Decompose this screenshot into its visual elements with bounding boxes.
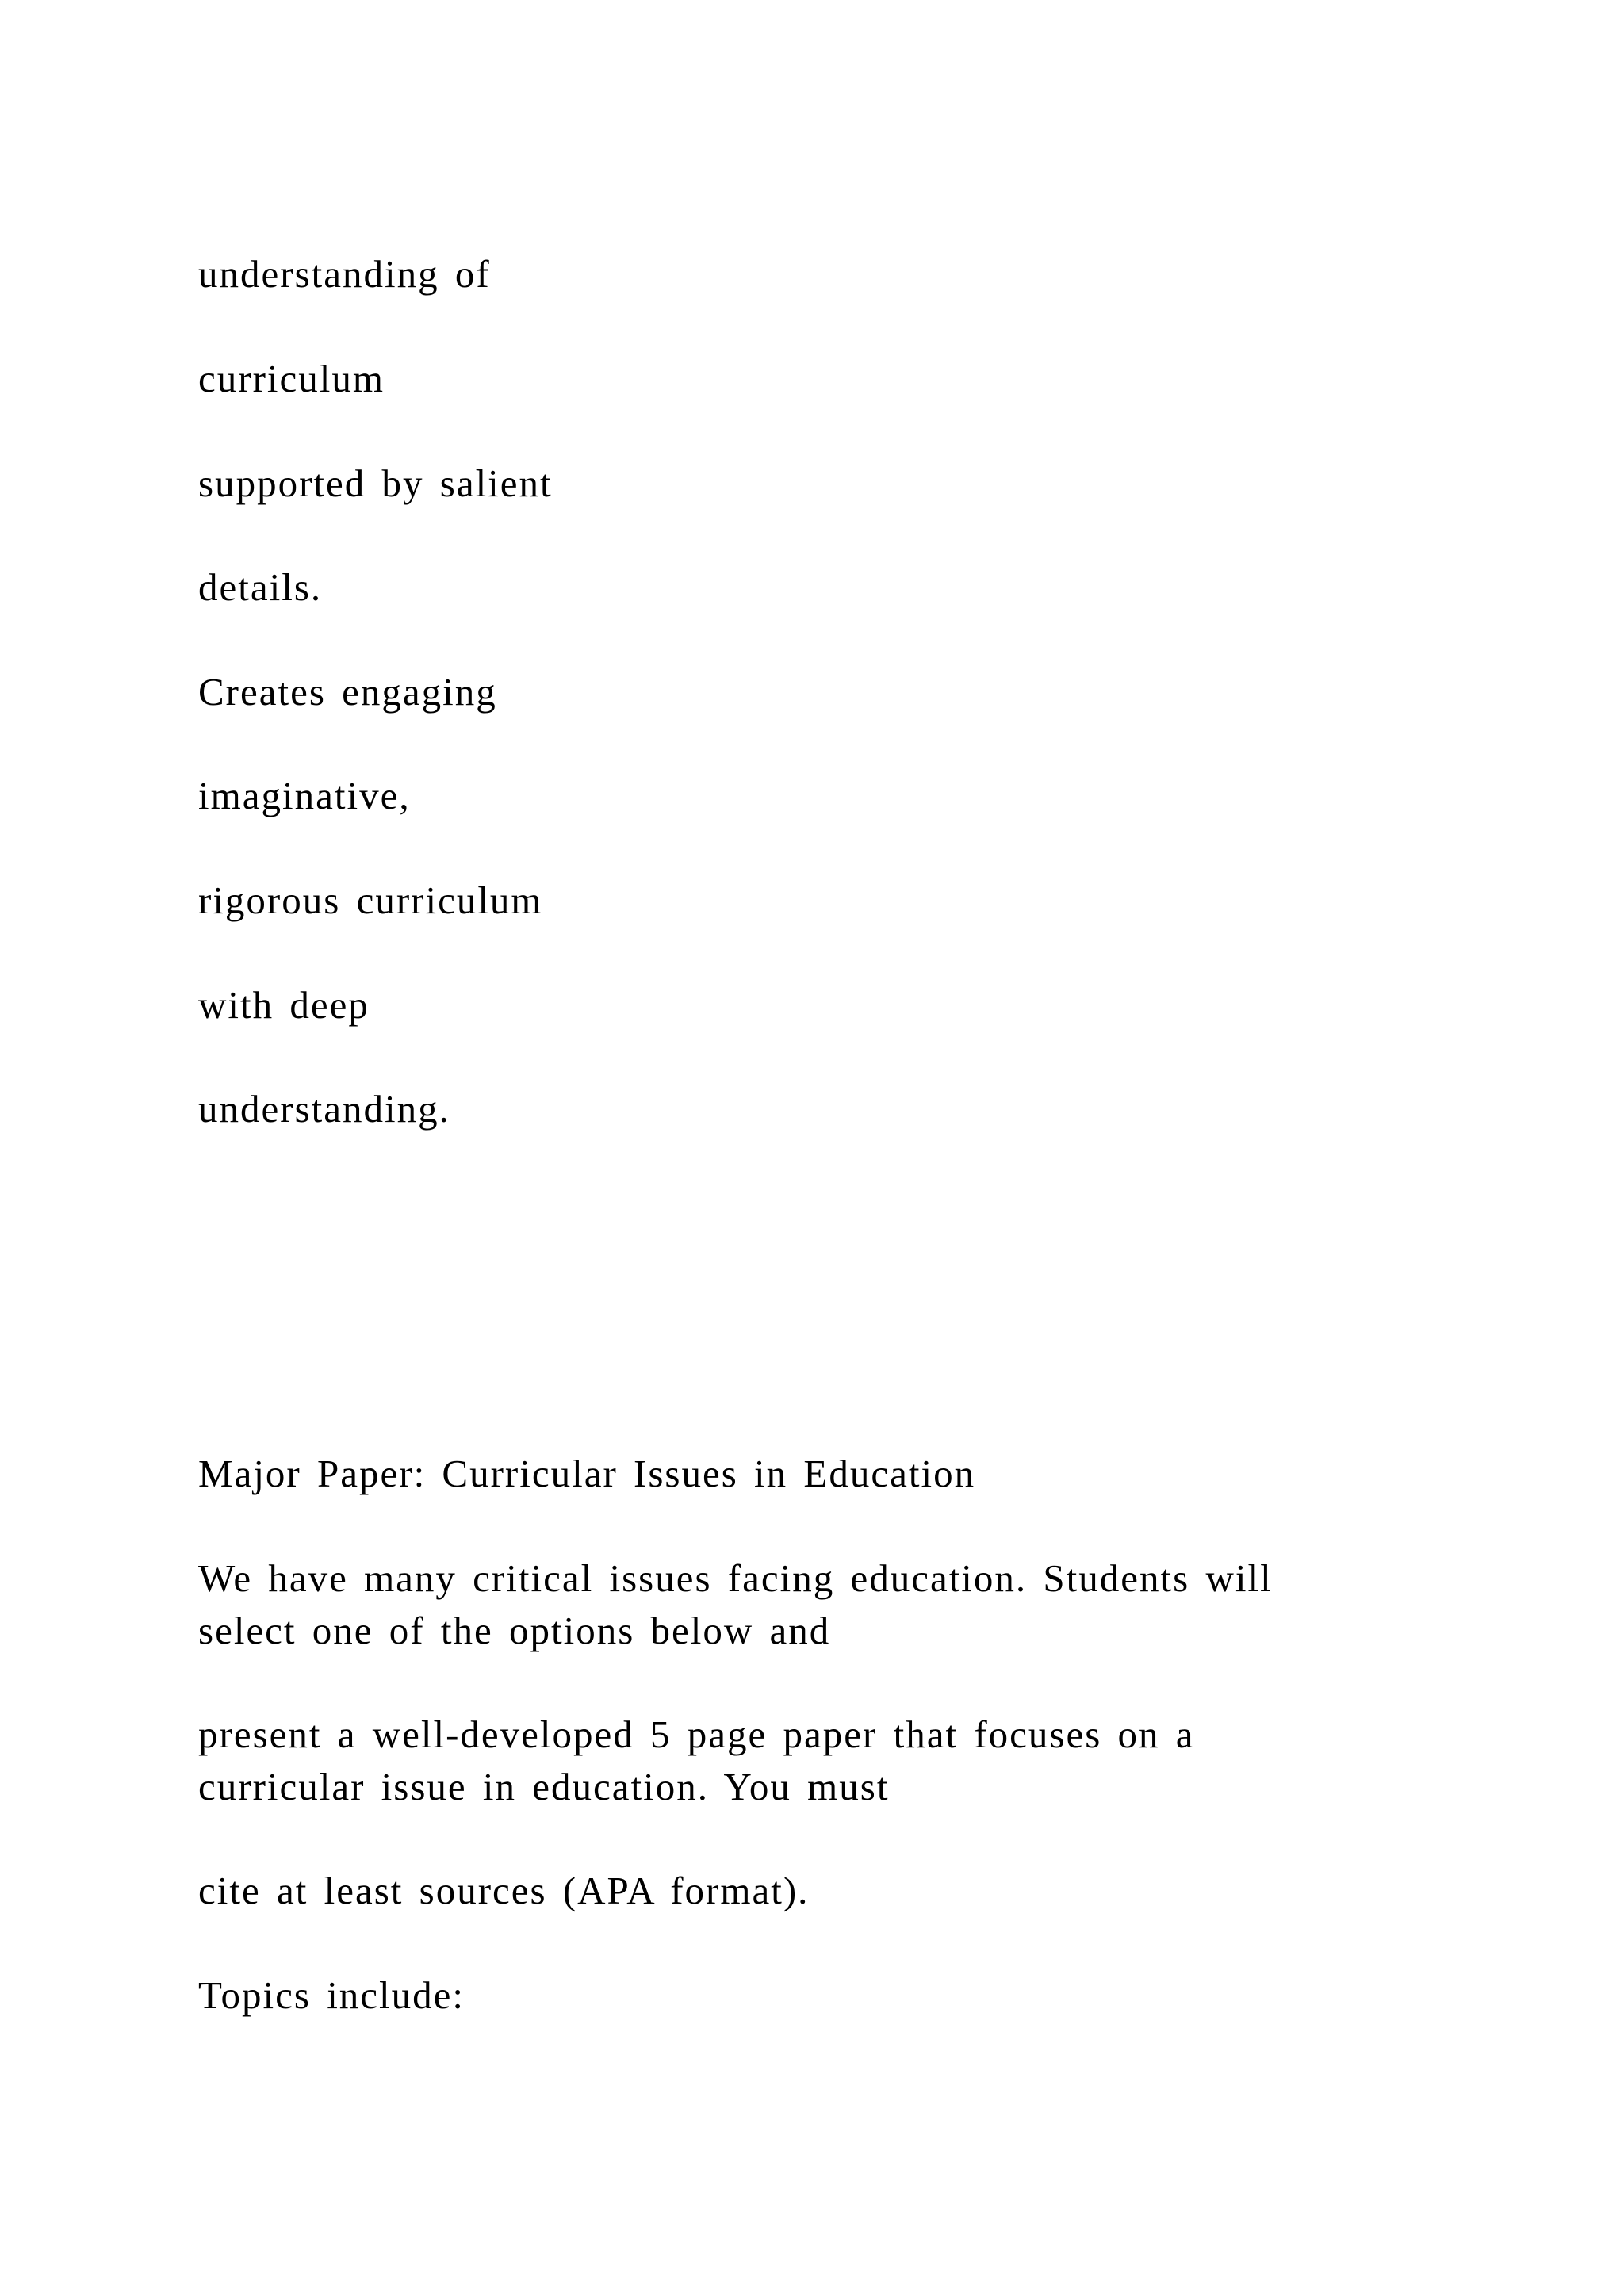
fragment-line: supported by salient: [198, 461, 553, 505]
fragment-line: with deep: [198, 983, 370, 1027]
paragraph-3: cite at least sources (APA format).: [198, 1869, 810, 1912]
fragment-line: Creates engaging: [198, 670, 497, 714]
topics-label: Topics include:: [198, 1973, 465, 2017]
fragment-line: curriculum: [198, 357, 385, 400]
fragment-line: details.: [198, 565, 323, 609]
paragraph-2-line-2: curricular issue in education. You must: [198, 1765, 890, 1808]
fragment-line: rigorous curriculum: [198, 878, 543, 922]
fragment-line: understanding of: [198, 252, 491, 296]
section-heading: Major Paper: Curricular Issues in Education: [198, 1452, 976, 1495]
fragment-line: imaginative,: [198, 774, 411, 817]
fragment-line: understanding.: [198, 1087, 450, 1131]
paragraph-2-line-1: present a well-developed 5 page paper that focuses on a: [198, 1712, 1195, 1756]
paragraph-1-line-2: select one of the options below and: [198, 1609, 831, 1652]
paragraph-1-line-1: We have many critical issues facing education. Students will: [198, 1556, 1273, 1600]
